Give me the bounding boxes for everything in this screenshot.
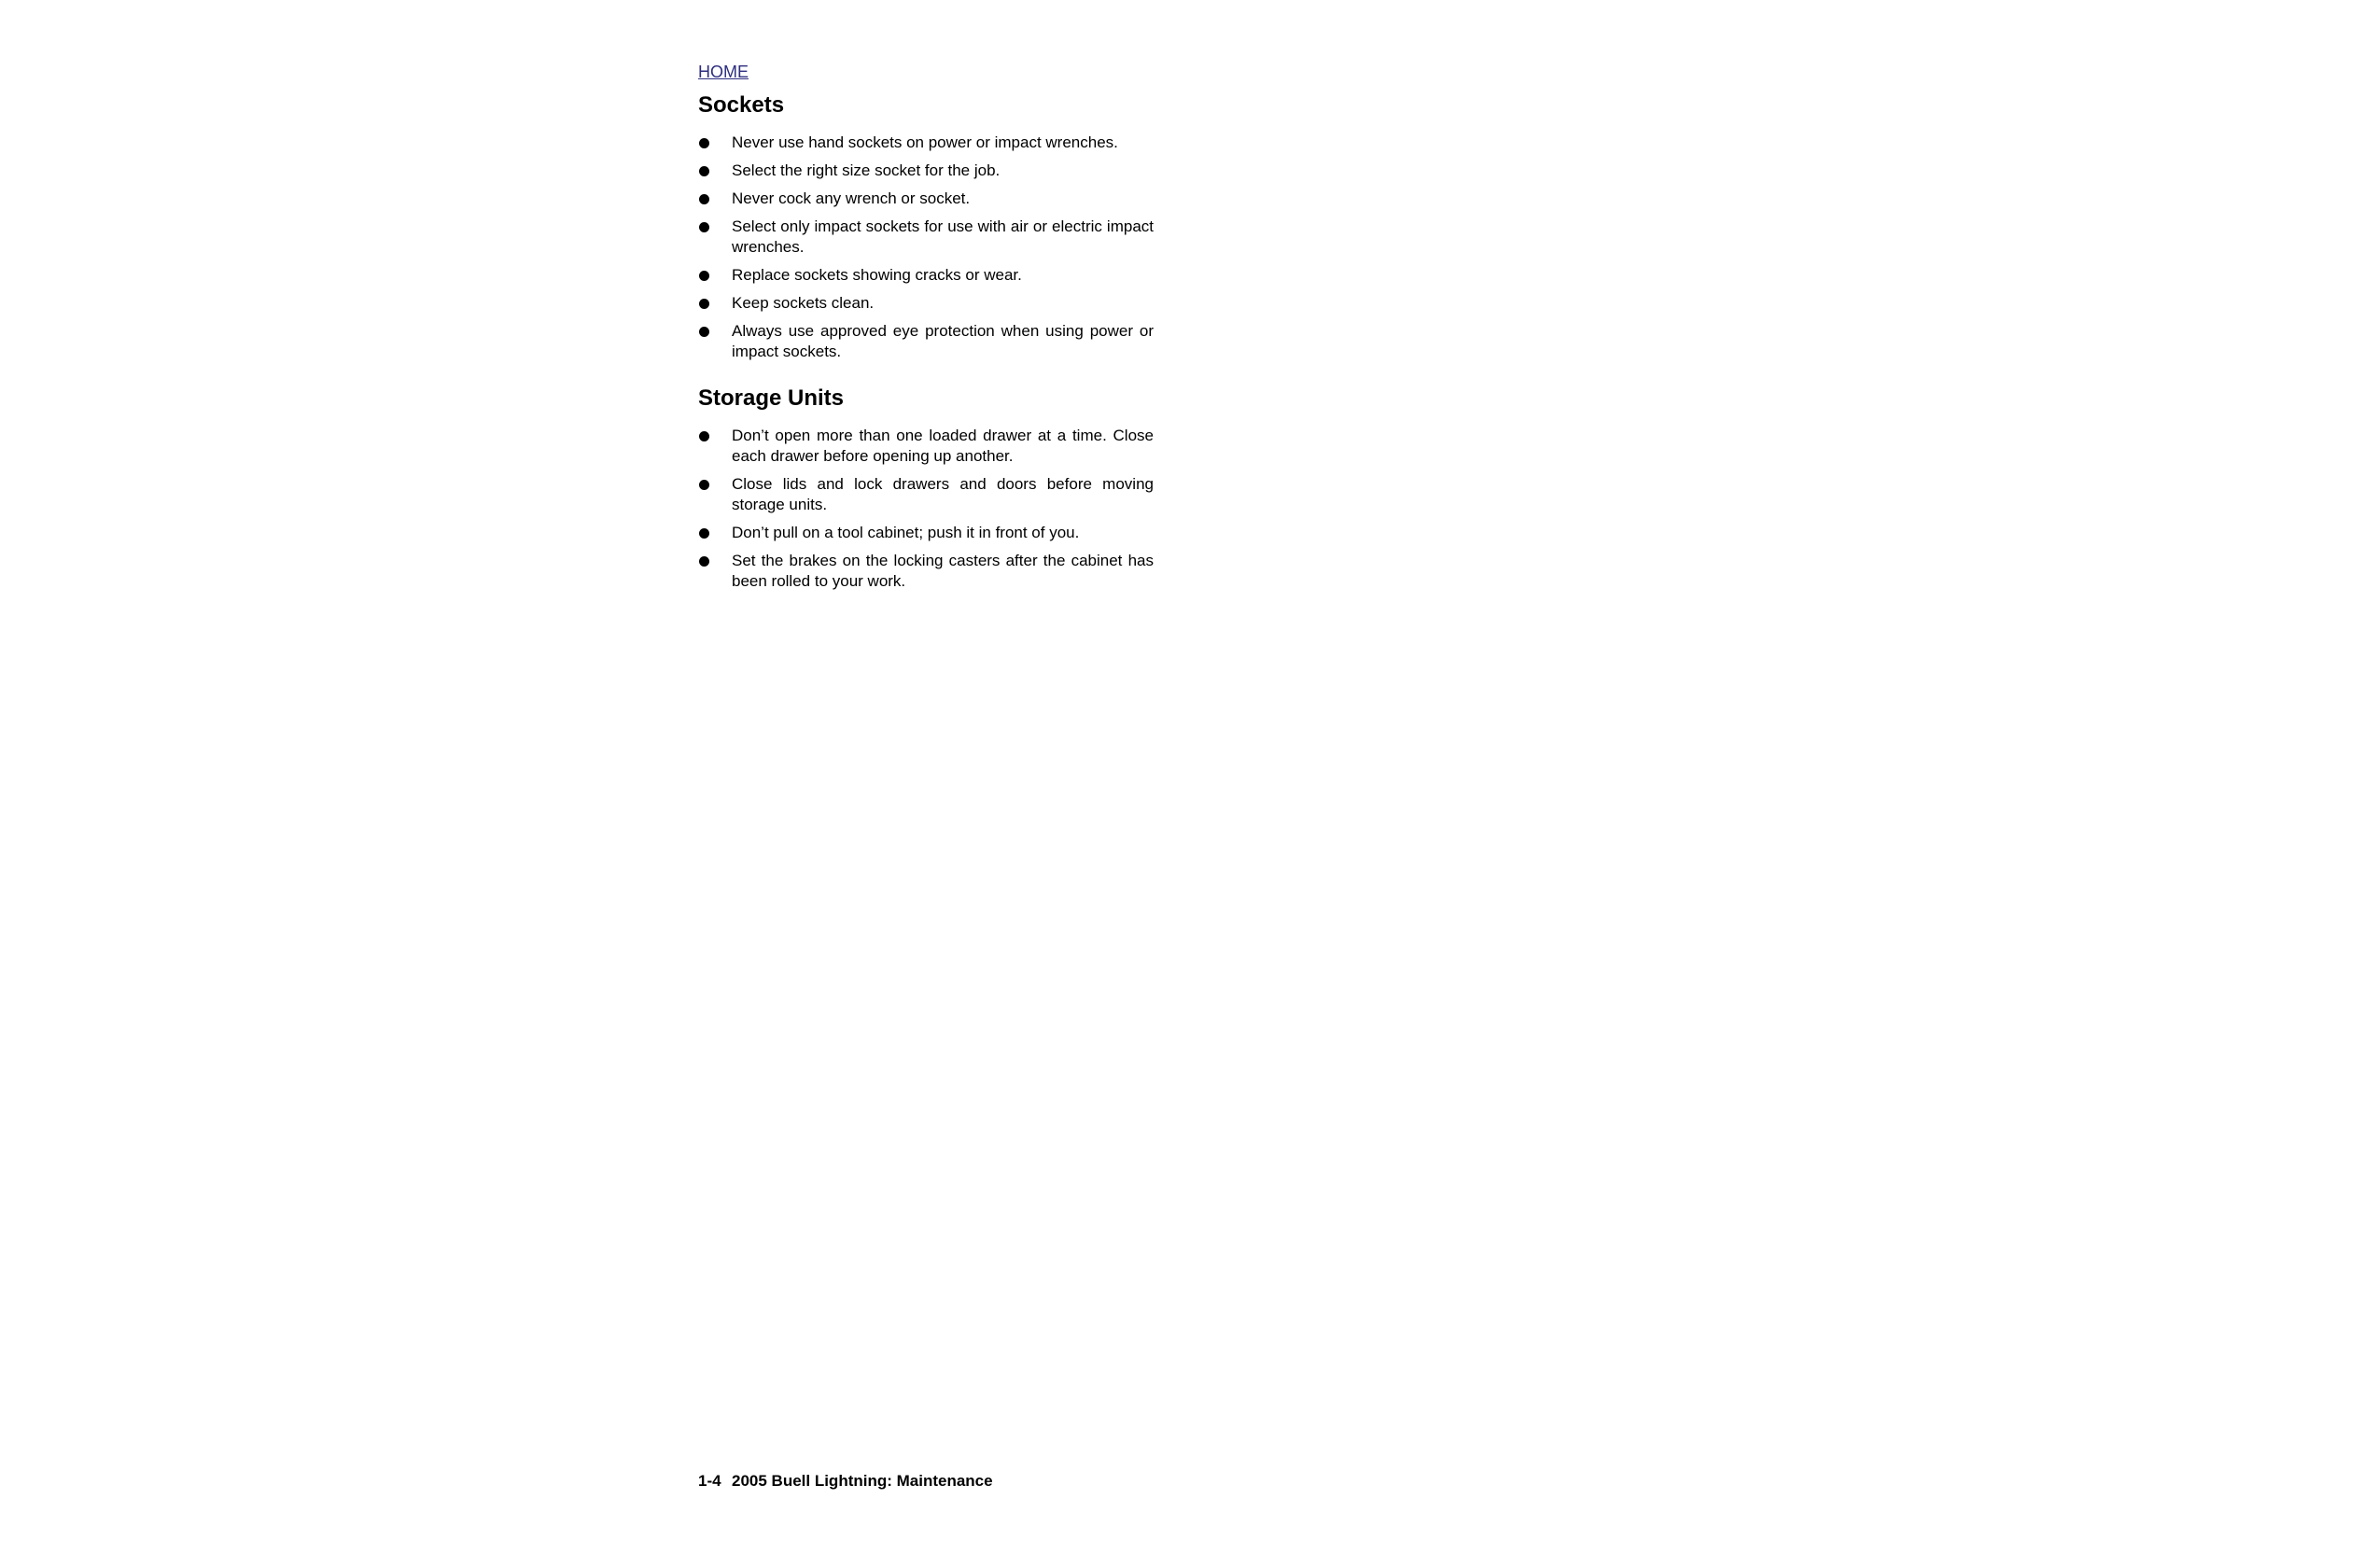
list-item-text: Always use approved eye protection when using power or impact sockets. [732, 322, 1154, 360]
page-footer [698, 1471, 993, 1492]
bullet-icon [699, 327, 709, 337]
sockets-heading: Sockets [698, 92, 785, 118]
bullet-icon [699, 166, 709, 176]
sockets-list [698, 133, 1154, 362]
list-item [698, 189, 1154, 209]
list-item-text: Select the right size socket for the job. [732, 161, 1001, 179]
bullet-icon [699, 528, 709, 539]
list-item [698, 474, 1154, 515]
storage-units-heading: Storage Units [698, 385, 845, 411]
list-item-text: Set the brakes on the locking casters after the cabinet has been rolled to your work. [732, 552, 1154, 590]
bullet-icon [699, 556, 709, 567]
bullet-icon [699, 431, 709, 441]
list-item-text: Replace sockets showing cracks or wear. [732, 266, 1022, 284]
list-item [698, 265, 1154, 286]
bullet-icon [699, 138, 709, 148]
list-item-text: Close lids and lock drawers and doors before moving storage units. [732, 475, 1154, 513]
storage-units-list [698, 426, 1154, 592]
bullet-icon [699, 222, 709, 232]
list-item [698, 133, 1154, 153]
list-item-text: Keep sockets clean. [732, 294, 875, 312]
bullet-icon [699, 480, 709, 490]
list-item [698, 161, 1154, 181]
bullet-icon [699, 299, 709, 309]
bullet-icon [699, 194, 709, 204]
list-item [698, 523, 1154, 543]
list-item [698, 293, 1154, 314]
list-item-text: Select only impact sockets for use with air or electric impact wrenches. [732, 217, 1154, 256]
bullet-icon [699, 271, 709, 281]
document-column [698, 60, 1154, 599]
list-item [698, 217, 1154, 258]
list-item-text: Don’t open more than one loaded drawer at a time. Close each drawer before opening up another. [732, 427, 1154, 465]
list-item-text: Don’t pull on a tool cabinet; push it in front of you. [732, 524, 1080, 541]
list-item [698, 551, 1154, 592]
list-item [698, 426, 1154, 467]
list-item [698, 321, 1154, 362]
list-item-text: Never cock any wrench or socket. [732, 189, 971, 207]
list-item-text: Never use hand sockets on power or impact wrenches. [732, 133, 1118, 151]
home-link[interactable]: HOME [698, 63, 749, 81]
page-number: 1-4 [698, 1472, 721, 1490]
footer-doc-title: 2005 Buell Lightning: Maintenance [732, 1472, 993, 1490]
